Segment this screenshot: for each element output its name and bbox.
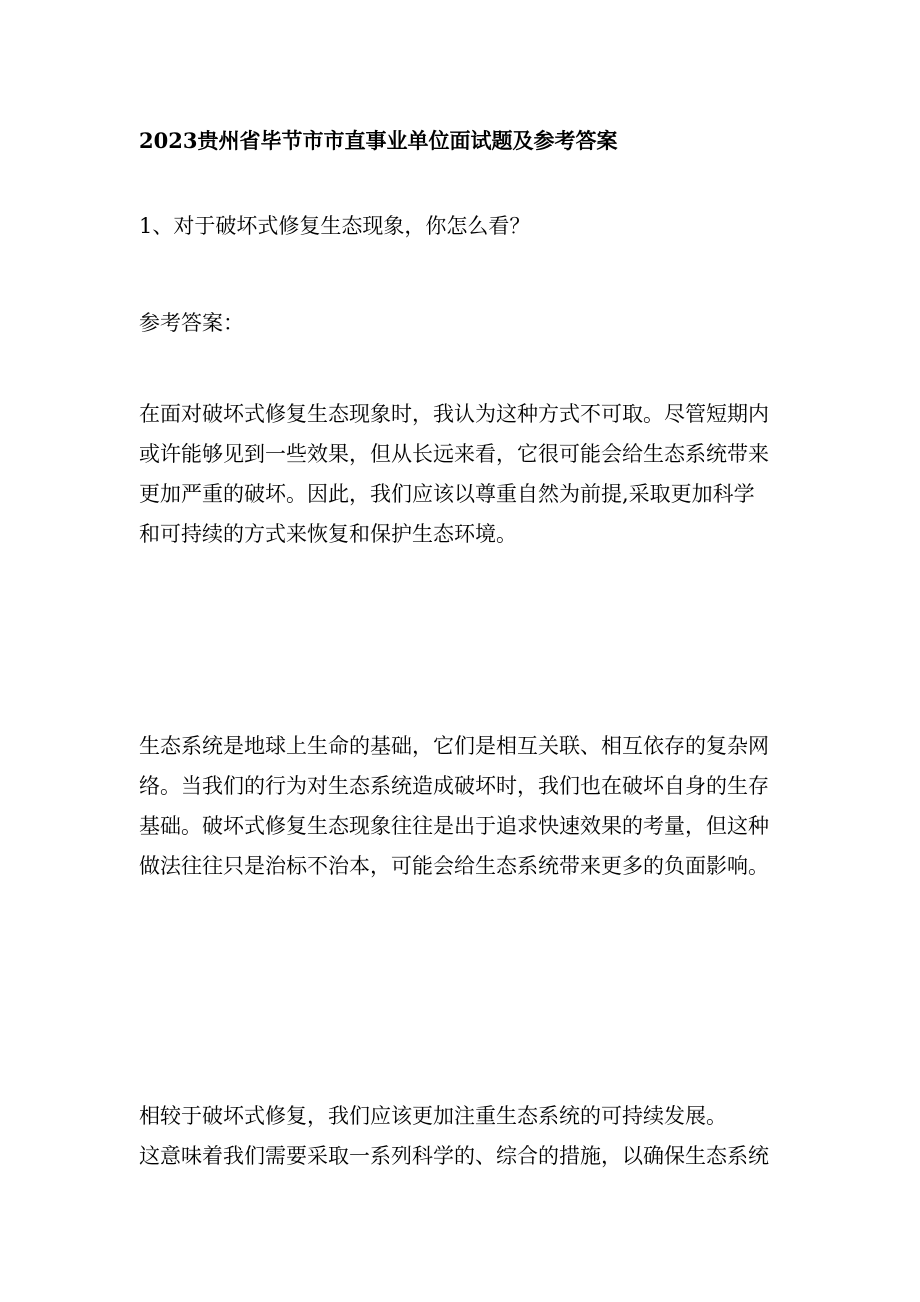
- answer-paragraph: [139, 1096, 799, 1176]
- paragraph-line: 或许能够见到一些效果，但从长远来看，它很可能会给生态系统带来: [139, 442, 769, 466]
- paragraph-line: 做法往往只是治标不治本，可能会给生态系统带来更多的负面影响。: [139, 854, 769, 878]
- question-text: 1、对于破坏式修复生态现象，你怎么看？: [139, 214, 531, 238]
- paragraph-line: 在面对破坏式修复生态现象时，我认为这种方式不可取。尽管短期内: [139, 402, 769, 426]
- answer-label: 参考答案：: [139, 311, 244, 335]
- paragraph-line: 络。当我们的行为对生态系统造成破坏时，我们也在破坏自身的生存: [139, 774, 769, 798]
- paragraph-line: 基础。破坏式修复生态现象往往是出于追求快速效果的考量，但这种: [139, 814, 769, 838]
- document-title: 2023贵州省毕节市市直事业单位面试题及参考答案: [139, 128, 618, 153]
- paragraph-line: 这意味着我们需要采取一系列科学的、综合的措施，以确保生态系统: [139, 1144, 769, 1168]
- answer-paragraph: [139, 726, 799, 886]
- paragraph-line: 生态系统是地球上生命的基础，它们是相互关联、相互依存的复杂网: [139, 734, 769, 758]
- paragraph-line: 更加严重的破坏。因此，我们应该以尊重自然为前提,采取更加科学: [139, 482, 755, 506]
- paragraph-line: 和可持续的方式来恢复和保护生态环境。: [139, 522, 517, 546]
- answer-paragraph: [139, 394, 799, 554]
- paragraph-line: 相较于破坏式修复，我们应该更加注重生态系统的可持续发展。: [139, 1104, 727, 1128]
